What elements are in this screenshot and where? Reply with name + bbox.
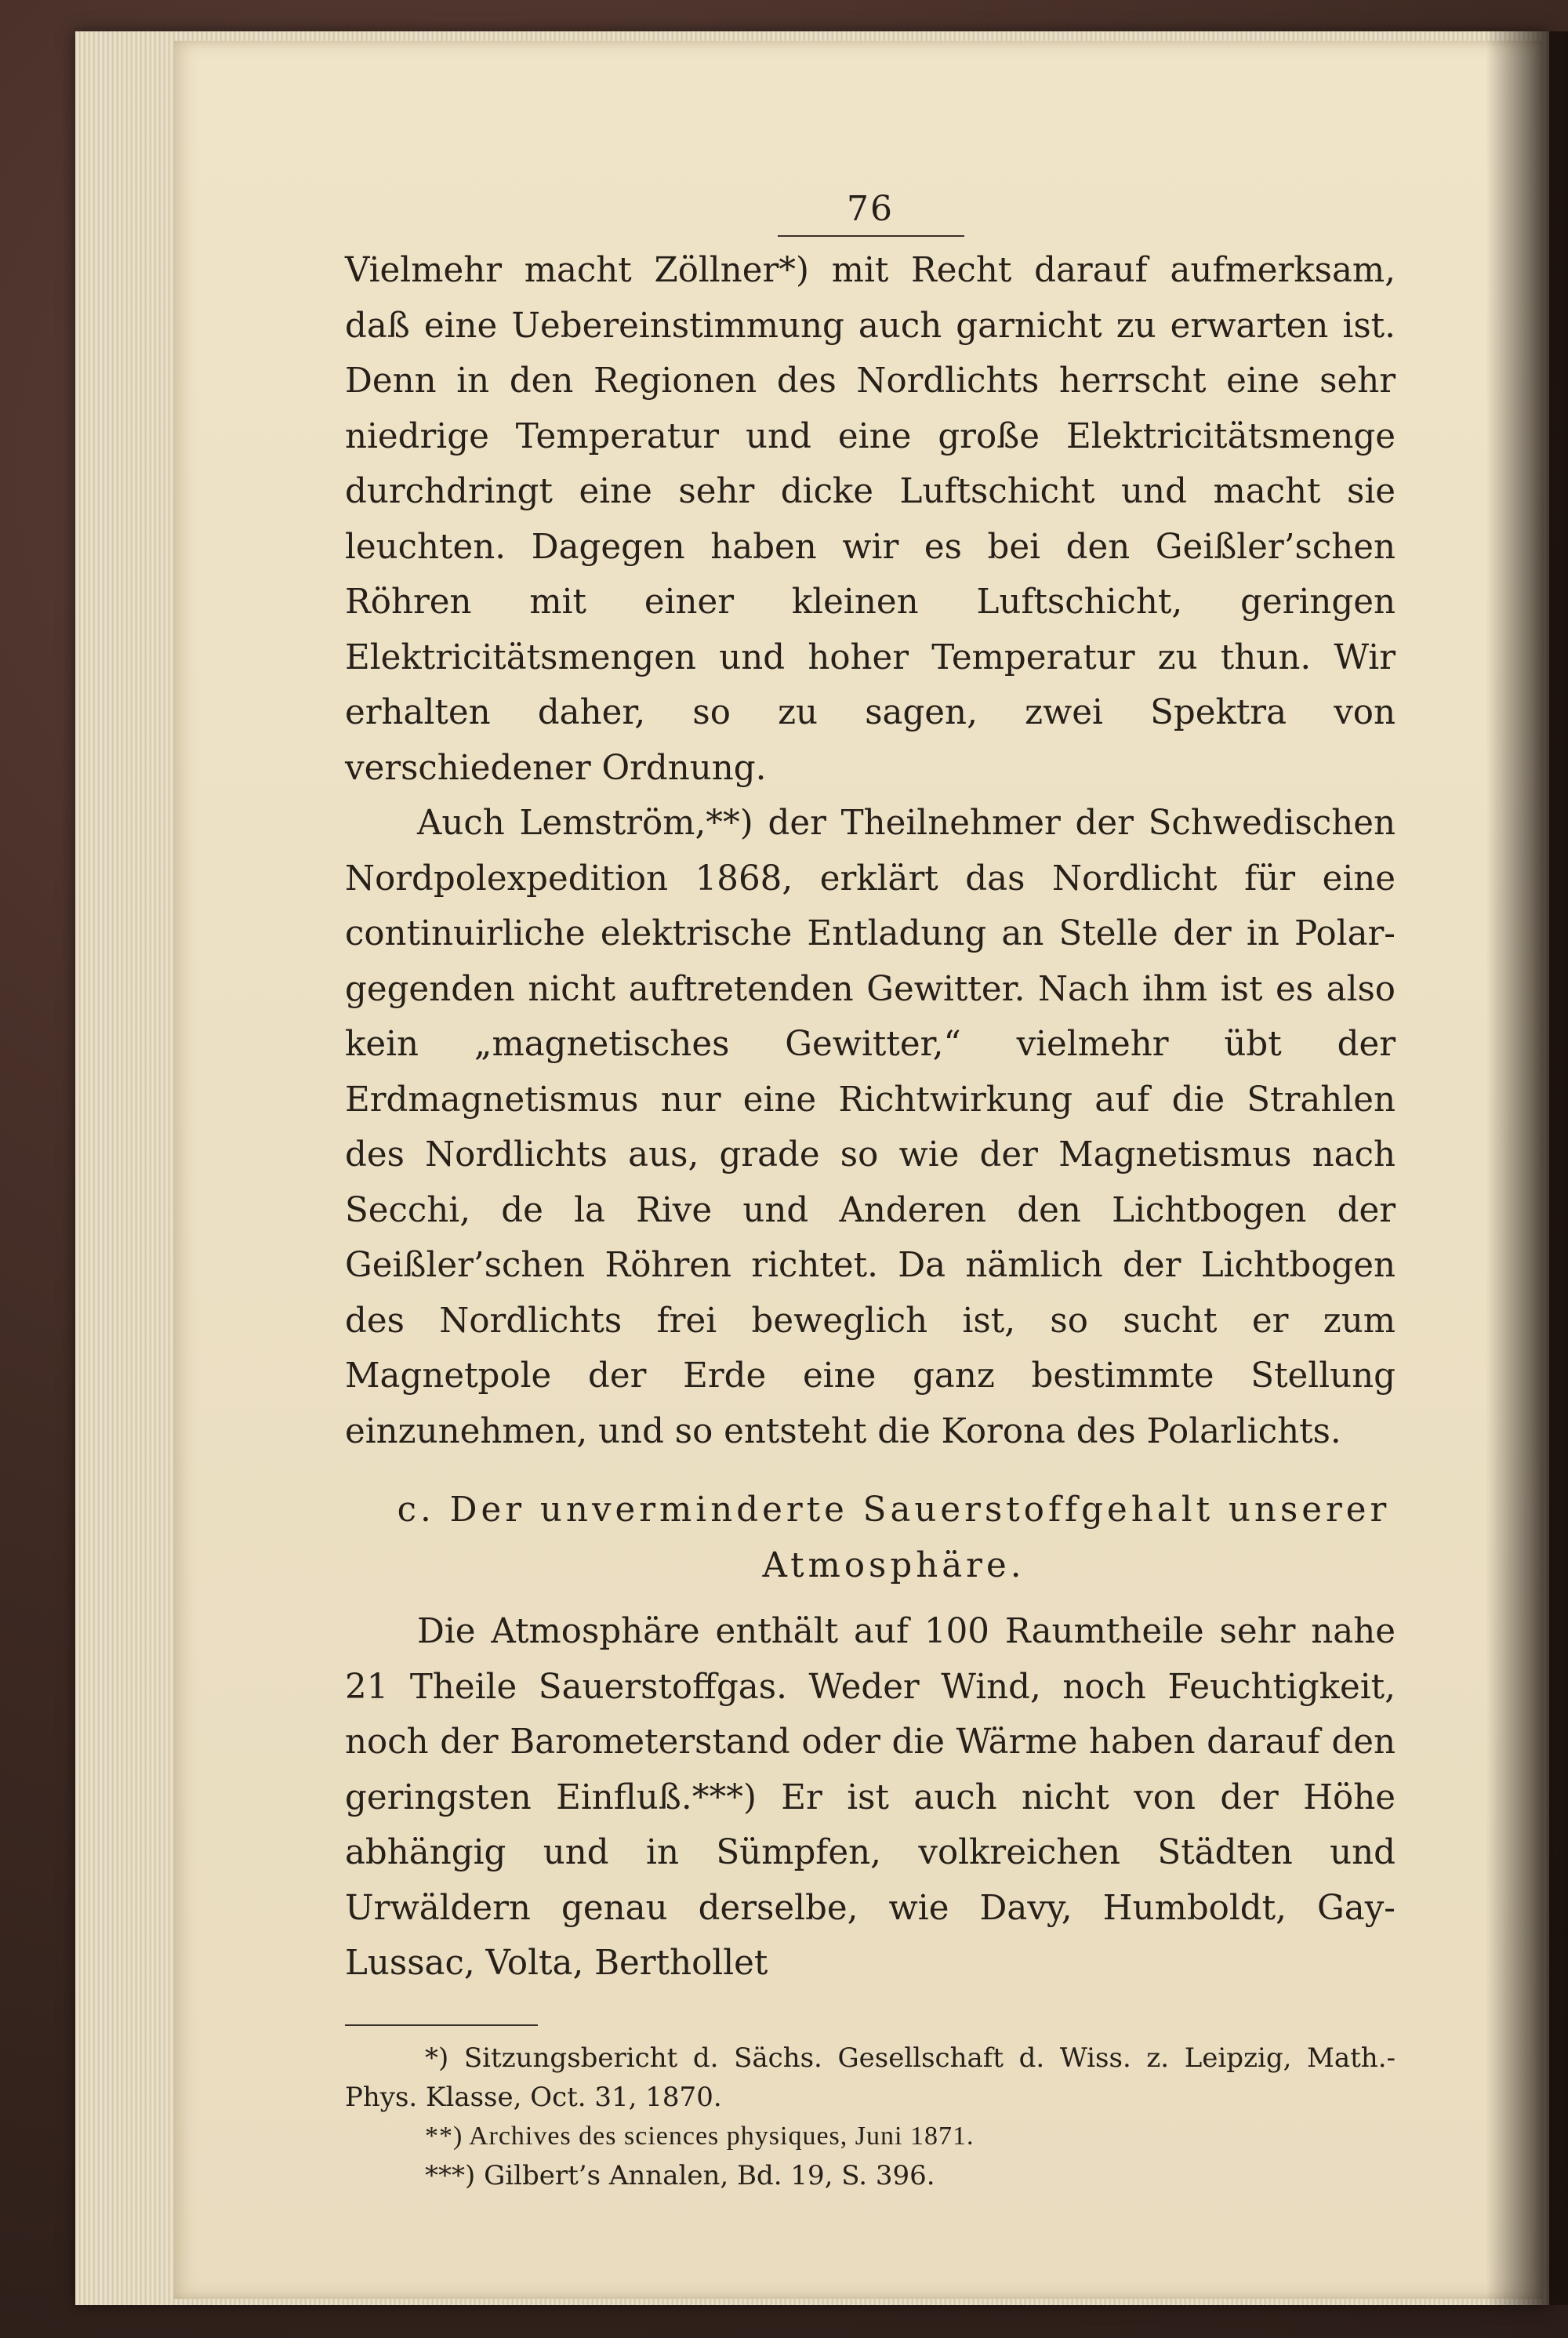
paragraph-atmosphaere: Die Atmosphäre enthält auf 100 Raumtheile sehr nahe 21 Theile Sauerstoffgas. Weder Wind, noch Feuchtigkeit, noch der Barometerstand oder die Wärme haben darauf den geringsten Einfluß.***) Er ist auch nicht von der Höhe abhängig und in Sümpfen, volkreichen Städten und Urwäldern genau derselbe, wie Davy, Humboldt, Gay-Lussac, Volta, Berthollet: [345, 1612, 1396, 1983]
page-number: 76: [847, 189, 894, 229]
footnote-2: **) Archives des sciences physiques, Juni 1871.: [425, 2121, 975, 2151]
section-heading: c. Der unverminderte Sauerstoffgehalt unserer Atmosphäre.: [397, 1490, 1391, 1585]
page-content: [345, 176, 1396, 2195]
footnote-rule: [345, 2024, 538, 2026]
spine-shadow: [1486, 31, 1568, 2305]
footnote-3: ***) Gilbert’s Annalen, Bd. 19, S. 396.: [425, 2159, 935, 2191]
paragraph-zoellner: Vielmehr macht Zöllner*) mit Recht darauf aufmerksam, daß eine Uebereinstimmung auch garnicht zu erwarten ist. Denn in den Regionen des Nordlichts herrscht eine sehr niedrige Temperatur und eine große Elektricitätsmenge durchdringt eine sehr dicke Luftschicht und macht sie leuchten. Dagegen haben wir es bei den Geißler’schen Röhren mit einer kleinen Luftschicht, geringen Elektricitätsmengen und hoher Temperatur zu thun. Wir erhalten daher, so zu sagen, zwei Spektra von verschiedener Ordnung.: [345, 251, 1396, 788]
body-text: [345, 243, 1396, 1991]
page-header: [345, 176, 1396, 243]
footnote-1: *) Sitzungsbericht d. Sächs. Gesellschaft d. Wiss. z. Leipzig, Math.-Phys. Klasse, Oct. 31, 1870.: [345, 2042, 1396, 2113]
footnotes: [345, 2038, 1396, 2195]
header-rule: [778, 235, 964, 237]
paragraph-lemstroem: Auch Lemström,**) der Theilnehmer der Schwedischen Nordpolexpedition 1868, erklärt das Nordlicht für eine continuirliche elektrische Entladung an Stelle der in Polargegenden nicht auftretenden Gewitter. Nach ihm ist es also kein „magnetisches Gewitter,“ vielmehr übt der Erdmagnetismus nur eine Richtwirkung auf die Strahlen des Nordlichts aus, grade so wie der Magnetismus nach Secchi, de la Rive und Anderen den Lichtbogen der Geißler’schen Röhren richtet. Da nämlich der Lichtbogen des Nordlichts frei beweglich ist, so sucht er zum Magnetpole der Erde eine ganz bestimmte Stellung einzunehmen, und so entsteht die Korona des Polarlichts.: [345, 804, 1396, 1451]
